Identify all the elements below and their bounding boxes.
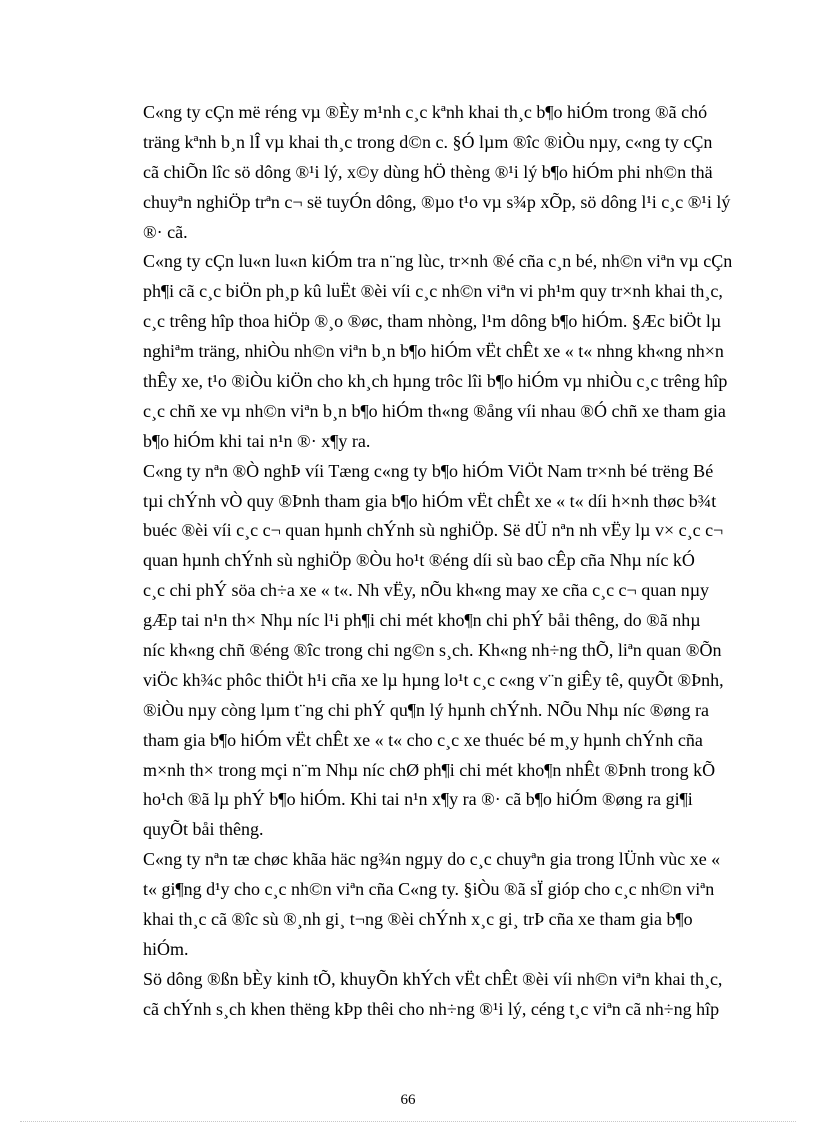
text-line: gÆp tai n¹n th× Nhµ níc l¹i ph¶i chi mét kho¶n chi phÝ båi thêng, do ®ã nhµ [143,610,701,631]
text-line: träng kªnh b¸n lÎ vµ khai th¸c trong d©n c. §Ó lµm ®îc ®iÒu nµy, c«ng ty cÇn [143,131,713,152]
text-line: cã chÝnh s¸ch khen thëng kÞp thêi cho nh÷ng ®¹i lý, céng t¸c viªn cã nh÷ng hîp [143,998,720,1019]
text-line: ®iÒu nµy còng lµm t¨ng chi phÝ qu¶n lý hµnh chÝnh. NÕu Nhµ níc ®øng ra [143,699,709,720]
text-line: c¸c trêng hîp thoa hiÖp ®¸o ®øc, tham nhòng, l¹m dông b¶o hiÓm. §Æc biÖt lµ [143,311,722,332]
text-line: viÖc kh¾c phôc thiÖt h¹i cña xe lµ hµng lo¹t c¸c c«ng v¨n giÊy tê, quyÕt ®Þnh, [143,669,724,690]
text-line: C«ng ty nªn tæ chøc khãa häc ng¾n ngµy do c¸c chuyªn gia trong lÜnh vùc xe « [143,849,721,870]
text-line: Sö dông ®ßn bÈy kinh tÕ, khuyÕn khÝch vËt chÊt ®èi víi nh©n viªn khai th¸c, [143,968,723,989]
text-line: hiÓm. [143,938,189,959]
text-line: nghiªm träng, nhiÒu nh©n viªn b¸n b¶o hiÓm vËt chÊt xe « t« nhng kh«ng nh×n [143,341,724,362]
text-line: C«ng ty cÇn lu«n lu«n kiÓm tra n¨ng lùc, tr×nh ®é cña c¸n bé, nh©n viªn vµ cÇn [143,251,733,272]
body-text [143,98,783,1025]
text-line: t« gi¶ng d¹y cho c¸c nh©n viªn cña C«ng ty. §iÒu ®ã sÏ gióp cho c¸c nh©n viªn [143,879,715,900]
text-line: C«ng ty cÇn më réng vµ ®Èy m¹nh c¸c kªnh khai th¸c b¶o hiÓm trong ®ã chó [143,102,708,122]
text-line: C«ng ty nªn ®Ò nghÞ víi Tæng c«ng ty b¶o hiÓm ViÖt Nam tr×nh bé trëng Bé [143,460,714,481]
text-line: ph¶i cã c¸c biÖn ph¸p kû luËt ®èi víi c¸c nh©n viªn vi ph¹m quy tr×nh khai th¸c, [143,281,723,302]
text-line: b¶o hiÓm khi tai n¹n ®· x¶y ra. [143,430,371,451]
text-line: ho¹ch ®ã lµ phÝ b¶o hiÓm. Khi tai n¹n x¶y ra ®· cã b¶o hiÓm ®øng ra gi¶i [143,789,693,810]
footer-divider [20,1121,796,1122]
page-number: 66 [400,1092,416,1108]
text-line: khai th¸c cã ®îc sù ®¸nh gi¸ t¬ng ®èi chÝnh x¸c gi¸ trÞ cña xe tham gia b¶o [143,909,693,930]
text-line: buéc ®èi víi c¸c c¬ quan hµnh chÝnh sù nghiÖp. Së dÜ nªn nh vËy lµ v× c¸c c¬ [143,520,724,541]
text-line: tµi chÝnh vÒ quy ®Þnh tham gia b¶o hiÓm vËt chÊt xe « t« díi h×nh thøc b¾t [143,490,717,511]
text-line: thÊy xe, t¹o ®iÒu kiÖn cho kh¸ch hµng trôc lîi b¶o hiÓm vµ nhiÒu c¸c trêng hîp [143,371,728,392]
text-line: cã chiÕn lîc sö dông ®¹i lý, x©y dùng hÖ thèng ®¹i lý b¶o hiÓm phi nh©n thä [143,161,713,182]
text-line: quyÕt båi thêng. [143,819,264,840]
text-line: ®· cã. [143,221,188,242]
text-line: c¸c chi phÝ söa ch÷a xe « t«. Nh vËy, nÕu kh«ng may xe cña c¸c c¬ quan nµy [143,580,710,601]
text-line: tham gia b¶o hiÓm vËt chÊt xe « t« cho c¸c xe thuéc bé m¸y hµnh chÝnh cña [143,729,703,750]
text-line: c¸c chñ xe vµ nh©n viªn b¸n b¶o hiÓm th«ng ®ång víi nhau ®Ó chñ xe tham gia [143,400,726,421]
text-line: chuyªn nghiÖp trªn c¬ së tuyÓn dông, ®µo t¹o vµ s¾p xÕp, sö dông l¹i c¸c ®¹i lý [143,191,731,212]
text-line: m×nh th× trong mçi n¨m Nhµ níc chØ ph¶i chi mét kho¶n nhÊt ®Þnh trong kÕ [143,759,716,780]
text-line: níc kh«ng chñ ®éng ®îc trong chi ng©n s¸ch. Kh«ng nh÷ng thÕ, liªn quan ®Õn [143,640,722,661]
text-line: quan hµnh chÝnh sù nghiÖp ®Òu ho¹t ®éng díi sù bao cÊp cña Nhµ níc kÓ [143,550,695,571]
